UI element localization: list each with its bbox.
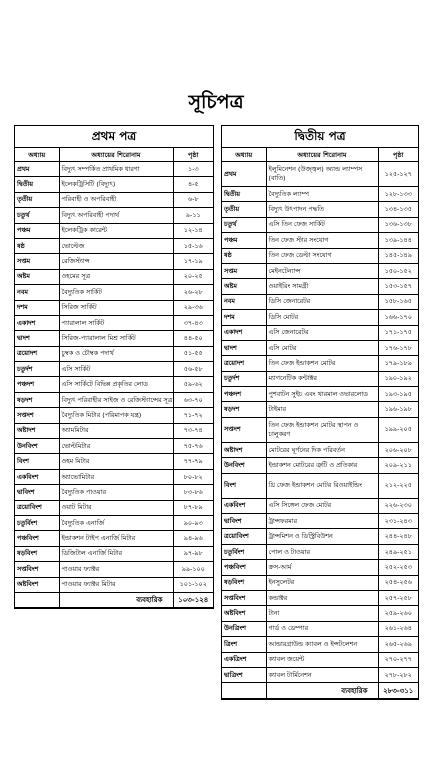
chapter-number: উনবিংশ (222, 458, 266, 473)
chapter-title: ওয়াইরিং সামগ্রী (266, 279, 378, 294)
table-row (222, 575, 418, 590)
table-row (222, 544, 418, 559)
chapter-title: কন্ডাক্টর (266, 590, 378, 605)
page-range: ২৫৪-২৫৬ (378, 575, 418, 590)
table-row (15, 377, 213, 392)
chapter-title: ইলেকট্রিক কারেন্ট (59, 223, 173, 238)
chapter-number: চতুর্থ (15, 208, 59, 223)
table-header-row (222, 148, 418, 162)
page-range: ২০-২৫ (173, 269, 213, 284)
chapter-number: চতুর্দশ (15, 362, 59, 377)
table-row (222, 458, 418, 473)
table-row (222, 590, 418, 605)
chapter-number: পঞ্চবিংশ (15, 531, 59, 546)
chapter-number: তৃতীয় (222, 202, 266, 217)
page-range: ৮৭-৮৯ (173, 500, 213, 515)
chapter-title: এসি সিঙ্গেল ফেজ মোটর (266, 498, 378, 513)
chapter-title: আন্ডারগ্রাউন্ড ক্যাবল ও ইন্সটলেশন (266, 637, 378, 652)
chapter-title: এসি জেনারেটর (266, 325, 378, 340)
page-range: ৯৭-৯৮ (173, 546, 213, 561)
table-header-row (15, 148, 213, 162)
chapter-number: সপ্তবিংশ (222, 590, 266, 605)
page-range: ২৫৭-২৫৮ (378, 590, 418, 605)
table-row (15, 485, 213, 500)
table-row (15, 315, 213, 330)
table-row (15, 515, 213, 530)
table-row (15, 331, 213, 346)
page-range: ২৭০-২৭৭ (378, 652, 418, 667)
page-range: ১৭১-১৭৫ (378, 325, 418, 340)
table-row (222, 387, 418, 402)
table-row (15, 439, 213, 454)
chapter-title: সিরিজ সার্কিট (59, 300, 173, 315)
page-range: ১২৮-১৩৩ (378, 187, 418, 202)
chapter-number: বিংশ (222, 473, 266, 498)
chapter-title: ডিসি জেনারেটর (266, 294, 378, 309)
chapter-number: নবম (15, 285, 59, 300)
chapter-title: ইন্ডাকশন টাইপ এনার্জি মিটার (59, 531, 173, 546)
chapter-title: ভোল্টমিটার (59, 439, 173, 454)
table-row (222, 233, 418, 248)
page-range: ১২৫-১২৭ (378, 162, 418, 187)
chapter-title: বৈদ্যুতিক পাওয়ার (59, 485, 173, 500)
chapter-title: পুশবাটন সুইচ এবং থারমাল ওভারলোড (266, 387, 378, 402)
page-header: পৃষ্ঠা (378, 148, 418, 162)
page-range: ৩৭-৪৩ (173, 315, 213, 330)
chapter-number: ত্রয়োবিংশ (15, 500, 59, 515)
chapter-title: বিদ্যুৎ উৎপাদন পদ্ধতি (266, 202, 378, 217)
page-range: ২৩১-২৪৩ (378, 514, 418, 529)
contents-table (222, 148, 418, 699)
table-row (222, 652, 418, 667)
chapter-number: ত্রিংশ (222, 637, 266, 652)
page-range: ১২-১৪ (173, 223, 213, 238)
table-row (222, 248, 418, 263)
table-row (222, 162, 418, 187)
page-range: ৯৪-৯৬ (173, 531, 213, 546)
practical-pages: ২৮৩-৩১১ (378, 683, 418, 698)
page-range: ৪৪-৫০ (173, 331, 213, 346)
chapter-title: ভোল্টেজ (59, 238, 173, 253)
table-row (15, 531, 213, 546)
page-range: ২৭৮-২৮২ (378, 667, 418, 682)
table-row (15, 546, 213, 561)
table-row (15, 285, 213, 300)
table-row (222, 473, 418, 498)
chapter-title: মেইনটেন্যান্স (266, 263, 378, 278)
practical-pages: ১০৩-১২৪ (173, 592, 213, 607)
chapter-number: সপ্তবিংশ (15, 562, 59, 577)
chapter-number: ষড়দশ (222, 402, 266, 417)
chapter-title: অ্যাভোমিটার (59, 469, 173, 484)
chapter-number: ষড়দশ (15, 392, 59, 407)
chapter-title: টানা (266, 606, 378, 621)
blank-cell (222, 683, 266, 698)
chapter-number: অষ্টবিংশ (15, 577, 59, 592)
chapter-title: পাওয়ার ফ্যাক্টর মিটার (59, 577, 173, 592)
chapter-number: প্রথম (15, 162, 59, 177)
page-range: ১-৩ (173, 162, 213, 177)
chapter-title: ক্রস-আর্ম (266, 560, 378, 575)
table-row (15, 223, 213, 238)
chapter-title: মোটরের ঘূর্ণনের দিক পরিবর্তন (266, 442, 378, 457)
page-range: ১৬৬-১৭০ (378, 310, 418, 325)
chapter-title: পোল ও টাওয়ার (266, 544, 378, 559)
chapter-number: ষড়বিংশ (15, 546, 59, 561)
practical-row (15, 592, 213, 607)
chapter-number: পঞ্চম (15, 223, 59, 238)
chapter-title: ইলুমিনেশন (উজ্জ্বল) অ্যান্ড ল্যাম্পস (বাতি) (266, 162, 378, 187)
table-row (15, 300, 213, 315)
chapter-title: ক্যাবল টার্মিনেশন (266, 667, 378, 682)
table-row (222, 498, 418, 513)
chapter-title: তিন ফেজ ইন্ডাকশন মোটর (266, 356, 378, 371)
page-range: ২৫৯-২৬০ (378, 606, 418, 621)
page-range: ১৩৬-১৩৮ (378, 217, 418, 232)
table-row (222, 202, 418, 217)
chapter-number: ষষ্ঠ (15, 238, 59, 253)
chapter-number: অষ্টম (15, 269, 59, 284)
page-range: ৯৯-১০০ (173, 562, 213, 577)
table-row (15, 577, 213, 592)
page-range: ৭৫-৭৬ (173, 439, 213, 454)
chapter-title: ওহম মিটার (59, 454, 173, 469)
page-range: ১৯৩-১৯৫ (378, 387, 418, 402)
chapter-number: সপ্তদশ (222, 417, 266, 442)
page-range: ৭১-৭২ (173, 408, 213, 423)
chapter-number: সপ্তম (15, 254, 59, 269)
chapter-number: ত্রয়োদশ (222, 356, 266, 371)
chapter-number: পঞ্চবিংশ (222, 560, 266, 575)
chapter-number: একবিংশ (15, 469, 59, 484)
chapter-title: রেজিস্ট্যান্স (59, 254, 173, 269)
table-row (222, 417, 418, 442)
chapter-title: ওহমের সূত্র (59, 269, 173, 284)
page-range: ২৫২-২৫৩ (378, 560, 418, 575)
chapter-title: তিন ফেজ ডেল্টা সংযোগ (266, 248, 378, 263)
table-row (222, 560, 418, 575)
chapter-number: দ্বাদশ (15, 331, 59, 346)
page-range: ৮০-৮২ (173, 469, 213, 484)
page-range: ২৪৯-২৫১ (378, 544, 418, 559)
chapter-number: পঞ্চম (222, 233, 266, 248)
page-range: ১৭-১৯ (173, 254, 213, 269)
table-row (15, 192, 213, 207)
contents-table (15, 148, 213, 608)
chapter-title: ইনসুলেটর (266, 575, 378, 590)
table-row (15, 392, 213, 407)
chapter-title: ইলেকট্রিসিটি (বিদ্যুৎ) (59, 177, 173, 192)
chapter-title: তিন ফেজ স্টার সংযোগ (266, 233, 378, 248)
chapter-number: একাদশ (222, 325, 266, 340)
table-row (222, 514, 418, 529)
first-paper-column (14, 125, 214, 609)
table-row (15, 500, 213, 515)
chapter-number: ত্রয়োদশ (15, 346, 59, 361)
page-title: সূচিপত্র (188, 91, 244, 113)
column-heading: প্রথম পত্র (15, 126, 213, 148)
chapter-number: পঞ্চদশ (15, 377, 59, 392)
chapter-number: উনবিংশ (15, 439, 59, 454)
chapter-title: ডিজিটাল এনার্জি মিটার (59, 546, 173, 561)
page-range: ৫৯-৬২ (173, 377, 213, 392)
page-range: ১৭৯-১৮৯ (378, 356, 418, 371)
chapter-number: দ্বিতীয় (222, 187, 266, 202)
chapter-title: ক্যাবল জয়েন্ট (266, 652, 378, 667)
chapter-title: ডিসি মোটর (266, 310, 378, 325)
table-row (222, 371, 418, 386)
table-row (15, 454, 213, 469)
chapter-number: একত্রিংশ (222, 652, 266, 667)
table-row (222, 217, 418, 232)
page-range: ২০৯-২১১ (378, 458, 418, 473)
chapter-title: বৈদ্যুতিক ল্যাম্প (266, 187, 378, 202)
table-row (222, 667, 418, 682)
chapter-title: গার্ড ও ডেম্পার (266, 621, 378, 636)
page-range: ৬৩-৭০ (173, 392, 213, 407)
chapter-title: অ্যামমিটার (59, 423, 173, 438)
chapter-number: প্রথম (222, 162, 266, 187)
page-range: ২০৬-২০৮ (378, 442, 418, 457)
page-range: ১৫৩-১৫৭ (378, 279, 418, 294)
chapter-number: দ্বাত্রিংশ (222, 667, 266, 682)
chapter-number: চতুর্বিংশ (15, 515, 59, 530)
title-header: অধ্যায়ের শিরোনাম (59, 148, 173, 162)
chapter-number: চতুর্দশ (222, 371, 266, 386)
chapter-number: অষ্টম (222, 279, 266, 294)
chapter-title: সিরিজ-প্যারালাল মিশ্র সার্কিট (59, 331, 173, 346)
table-row (222, 356, 418, 371)
table-row (222, 340, 418, 355)
second-paper-column (221, 125, 419, 700)
page-range: ২৯-৩৬ (173, 300, 213, 315)
table-row (222, 294, 418, 309)
chapter-number: চতুর্থ (222, 217, 266, 232)
table-row (15, 162, 213, 177)
page-range: ৫৬-৫৮ (173, 362, 213, 377)
page-range: ৬-৮ (173, 192, 213, 207)
chapter-title: এসি তিন ফেজ সার্কিট (266, 217, 378, 232)
table-row (15, 562, 213, 577)
title-header: অধ্যায়ের শিরোনাম (266, 148, 378, 162)
page-range: ২৪৪-২৪৮ (378, 529, 418, 544)
chapter-number: অষ্টবিংশ (222, 606, 266, 621)
page-range: ২৬-২৮ (173, 285, 213, 300)
chapter-number: একাদশ (15, 315, 59, 330)
table-row (15, 408, 213, 423)
chapter-number: দ্বাবিংশ (222, 514, 266, 529)
blank-cell (15, 592, 59, 607)
table-row (222, 621, 418, 636)
page-range: ২৬৫-২৬৯ (378, 637, 418, 652)
page-range: ১৭৬-১৭৮ (378, 340, 418, 355)
page-range: ১৩৯-১৪৪ (378, 233, 418, 248)
chapter-number: অষ্টাদশ (15, 423, 59, 438)
table-row (15, 208, 213, 223)
chapter-title: বিদ্যুৎ অপরিবাহী পদার্থ (59, 208, 173, 223)
table-row (222, 529, 418, 544)
table-row (222, 637, 418, 652)
table-row (15, 346, 213, 361)
chapter-header: অধ্যায় (222, 148, 266, 162)
table-row (15, 238, 213, 253)
table-row (222, 325, 418, 340)
page-range: ১৫-১৬ (173, 238, 213, 253)
chapter-title: এসি সার্কিটে বিভিন্ন প্রকৃতির লোড (59, 377, 173, 392)
page-range: ১৪৫-১৪৯ (378, 248, 418, 263)
page-range: ৯০-৯৩ (173, 515, 213, 530)
table-row (15, 469, 213, 484)
page-range: ১৯৬-১৯৮ (378, 402, 418, 417)
page-range: ৮৩-৮৬ (173, 485, 213, 500)
page-range: ৪-৫ (173, 177, 213, 192)
chapter-header: অধ্যায় (15, 148, 59, 162)
chapter-number: সপ্তদশ (15, 408, 59, 423)
chapter-title: বৈদ্যুতিক এনার্জি (59, 515, 173, 530)
table-row (15, 269, 213, 284)
chapter-title: ওয়াট মিটার (59, 500, 173, 515)
practical-row (222, 683, 418, 698)
page-range: ১০১-১০২ (173, 577, 213, 592)
chapter-number: ষড়বিংশ (222, 575, 266, 590)
chapter-title: টাইমার (266, 402, 378, 417)
table-row (222, 442, 418, 457)
chapter-title: ইন্ডাকশন মোটরের ত্রুটি ও প্রতিকার (266, 458, 378, 473)
chapter-number: দশম (15, 300, 59, 315)
chapter-title: বিদ্যুৎ সম্পর্কিত প্রাথমিক ধারণা (59, 162, 173, 177)
column-heading: দ্বিতীয় পত্র (222, 126, 418, 148)
chapter-title: চুম্বক ও চৌম্বক পদার্থ (59, 346, 173, 361)
chapter-title: বৈদ্যুতিক মিটার (পরিমাপক যন্ত্র) (59, 408, 173, 423)
chapter-title: ম্যাগনেটিক কন্টাক্টর (266, 371, 378, 386)
chapter-number: একবিংশ (222, 498, 266, 513)
practical-label: ব্যবহারিক (266, 683, 378, 698)
chapter-number: বিংশ (15, 454, 59, 469)
page-range: ৭৩-৭৪ (173, 423, 213, 438)
page-range: ১৯০-১৯২ (378, 371, 418, 386)
table-row (222, 402, 418, 417)
table-row (15, 254, 213, 269)
page-range: ২২৬-২৩০ (378, 498, 418, 513)
page-range: ১৫৮-১৬৫ (378, 294, 418, 309)
page-range: ১৯৯-২০৫ (378, 417, 418, 442)
chapter-number: দ্বাবিংশ (15, 485, 59, 500)
page-range: ৫১-৫৫ (173, 346, 213, 361)
chapter-number: অষ্টাদশ (222, 442, 266, 457)
chapter-number: পঞ্চদশ (222, 387, 266, 402)
chapter-title: বৈদ্যুতিক সার্কিট (59, 285, 173, 300)
chapter-title: পরিবাহী ও অপরিবাহী (59, 192, 173, 207)
chapter-number: উনত্রিংশ (222, 621, 266, 636)
table-row (15, 362, 213, 377)
chapter-title: পাওয়ার ফ্যাক্টর (59, 562, 173, 577)
table-row (222, 606, 418, 621)
page-range: ১৩৪-১৩৫ (378, 202, 418, 217)
chapter-title: তিন ফেজ ইন্ডাকশন মোটর স্থাপন ও চালুকরণ (266, 417, 378, 442)
chapter-number: দ্বাদশ (222, 340, 266, 355)
table-row (222, 187, 418, 202)
practical-label: ব্যবহারিক (59, 592, 173, 607)
table-row (222, 263, 418, 278)
chapter-number: দশম (222, 310, 266, 325)
table-row (15, 177, 213, 192)
page-range: ২৬১-২৬৪ (378, 621, 418, 636)
chapter-number: ত্রয়োবিংশ (222, 529, 266, 544)
page-range: ৭৭-৭৯ (173, 454, 213, 469)
chapter-number: সপ্তম (222, 263, 266, 278)
chapter-number: চতুর্বিংশ (222, 544, 266, 559)
page-header: পৃষ্ঠা (173, 148, 213, 162)
page-range: ১৫০-১৫২ (378, 263, 418, 278)
page-range: ২১২-২২৫ (378, 473, 418, 498)
chapter-number: দ্বিতীয় (15, 177, 59, 192)
chapter-title: এসি মোটর (266, 340, 378, 355)
table-row (222, 310, 418, 325)
chapter-title: থ্রি ফেজ ইন্ডাকশন মোটর রিওয়াইন্ডিং (266, 473, 378, 498)
chapter-title: ট্রান্সমিশন ও ডিস্ট্রিবিউশন (266, 529, 378, 544)
chapter-title: ট্রান্সফরমার (266, 514, 378, 529)
chapter-number: নবম (222, 294, 266, 309)
table-row (222, 279, 418, 294)
chapter-number: তৃতীয় (15, 192, 59, 207)
chapter-title: বিদ্যুৎ পরিবাহীর সাইজ ও রেজিস্ট্যান্সের সূত্র (59, 392, 173, 407)
table-row (15, 423, 213, 438)
page-range: ৯-১১ (173, 208, 213, 223)
chapter-title: প্যারালাল সার্কিট (59, 315, 173, 330)
chapter-title: এসি সার্কিট (59, 362, 173, 377)
chapter-number: ষষ্ঠ (222, 248, 266, 263)
